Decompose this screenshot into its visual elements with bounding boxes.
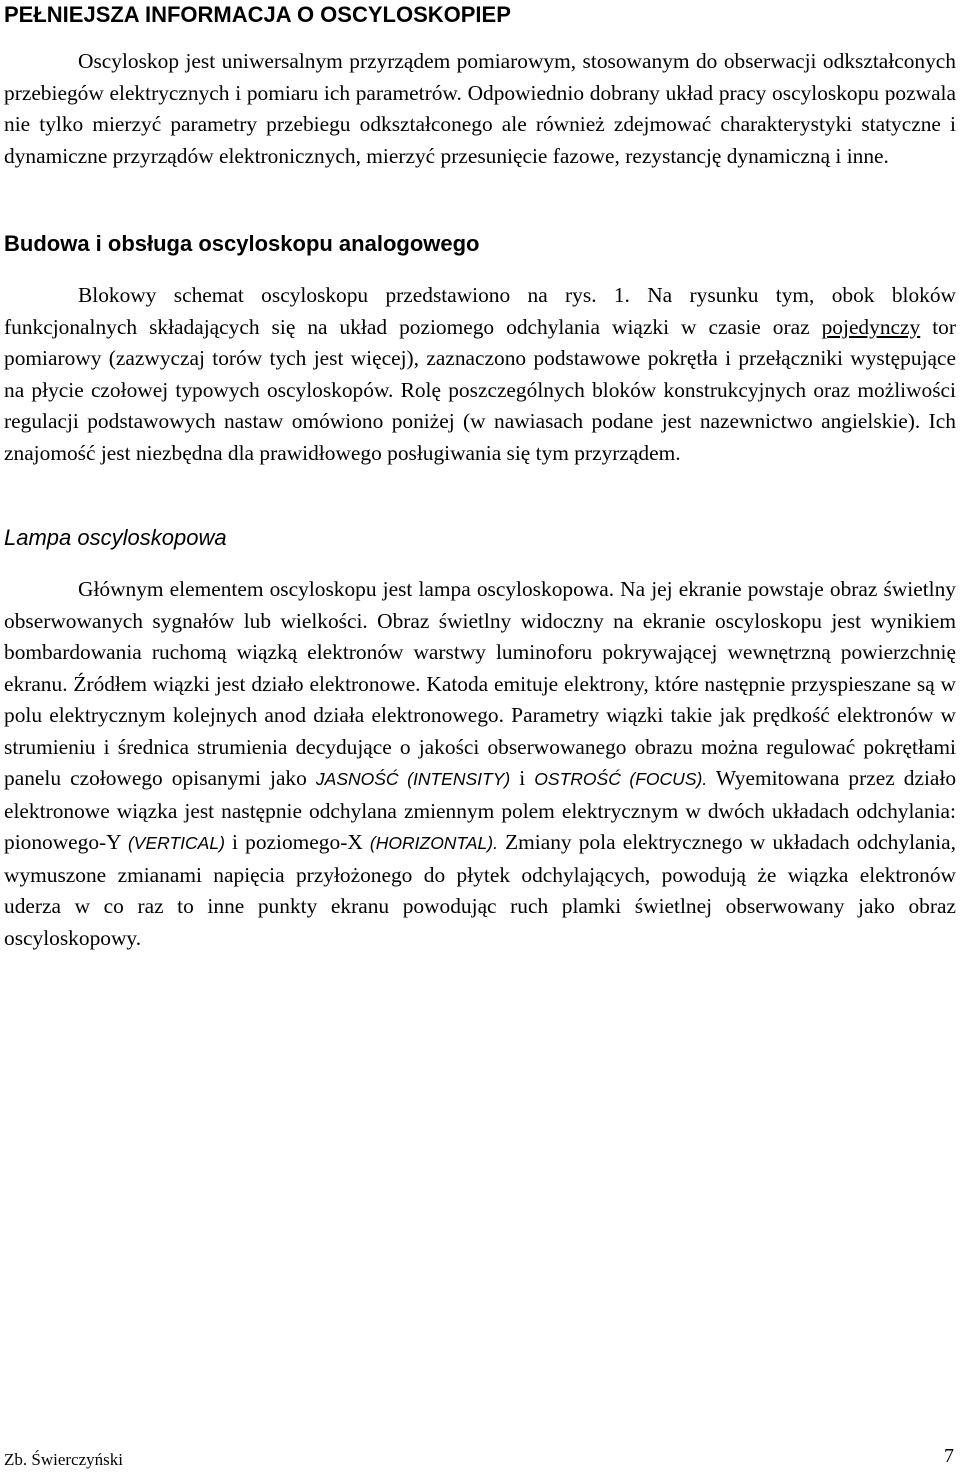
section-paragraph — [4, 280, 956, 469]
section-heading: Budowa i obsługa oscyloskopu analogowego — [4, 231, 480, 256]
intro-paragraph: Oscyloskop jest uniwersalnym przyrządem pomiarowym, stosowanym do obserwacji odkształconych przebiegów elektrycznych i pomiaru ich parametrów. Odpowiednio dobrany układ pracy oscyloskopu pozwala nie tylko mierzyć parametry przebiegu odkształconego ale również zdejmować charakterystyki statyczne i dynamiczne przyrządów elektronicznych, mierzyć przesunięcie fazowe, rezystancję dynamiczną i inne. — [4, 49, 956, 168]
lamp-paragraph — [4, 574, 956, 954]
lamp-conj-2: i poziomego-X — [224, 830, 370, 854]
term-focus: OSTROŚĆ (FOCUS). — [534, 769, 708, 789]
lamp-text-1: Głównym elementem oscyloskopu jest lampa oscyloskopowa. Na jej ekranie powstaje obraz świetlny obserwowanych sygnałów lub wielkości. Obraz świetlny widoczny na ekranie oscyloskopu jest wynikiem bombardowania ruchomą wiązką elektronów warstwy luminoforu pokrywającej wewnętrzną powierzchnię ekranu. Źródłem wiązki jest działo elektronowe. Katoda emituje elektrony, które następnie przyspieszane są w polu elektrycznym kolejnych anod działa elektronowego. Parametry wiązki takie jak prędkość elektronów w strumieniu i średnica strumienia decydujące o jakości obserwowanego obrazu można regulować pokrętłami panelu czołowego opisanymi jako — [4, 577, 956, 790]
section-paragraph-text-2: tor pomiarowy (zazwyczaj torów tych jest więcej), zaznaczono podstawowe pokrętła i przełączniki występujące na płycie czołowej typowych oscyloskopów. Rolę poszczególnych bloków konstrukcyjnych oraz możliwości regulacji podstawowych nastaw omówiono poniżej (w nawiasach podane jest nazewnictwo angielskie). Ich znajomość jest niezbędna dla prawidłowego posługiwania się tym przyrządem. — [4, 314, 956, 465]
term-horizontal: (HORIZONTAL). — [369, 833, 498, 853]
underlined-word: pojedynczy — [821, 314, 921, 339]
subsection-heading: Lampa oscyloskopowa — [4, 525, 227, 550]
footer-author: Zb. Świerczyński — [4, 1450, 123, 1469]
page-number: 7 — [944, 1445, 954, 1467]
lamp-conj-1: i — [510, 766, 535, 790]
term-vertical: (VERTICAL) — [127, 833, 225, 853]
lamp-text-3: Zmiany pola elektrycznego w układach odchylania, wymuszone zmianami napięcia przyłożonego do płytek odchylających, powodują że wiązka elektronów uderza w co raz to inne punkty ekranu powodując ruch plamki świetlnej obserwowany jako obraz oscyloskopowy. — [4, 830, 956, 950]
lamp-text-2: Wyemitowana przez działo elektronowe wiązka jest następnie odchylana zmiennym polem elektrycznym w dwóch układach odchylania: pionowego-Y — [4, 766, 957, 854]
term-intensity: JASNOŚĆ (INTENSITY) — [315, 769, 511, 789]
section-paragraph-text-1: Blokowy schemat oscyloskopu przedstawiono na rys. 1. Na rysunku tym, obok bloków funkcjonalnych składających się na układ poziomego odchylania wiązki w czasie oraz — [4, 283, 956, 339]
document-title: PEŁNIEJSZA INFORMACJA O OSCYLOSKOPIEP — [4, 2, 511, 27]
